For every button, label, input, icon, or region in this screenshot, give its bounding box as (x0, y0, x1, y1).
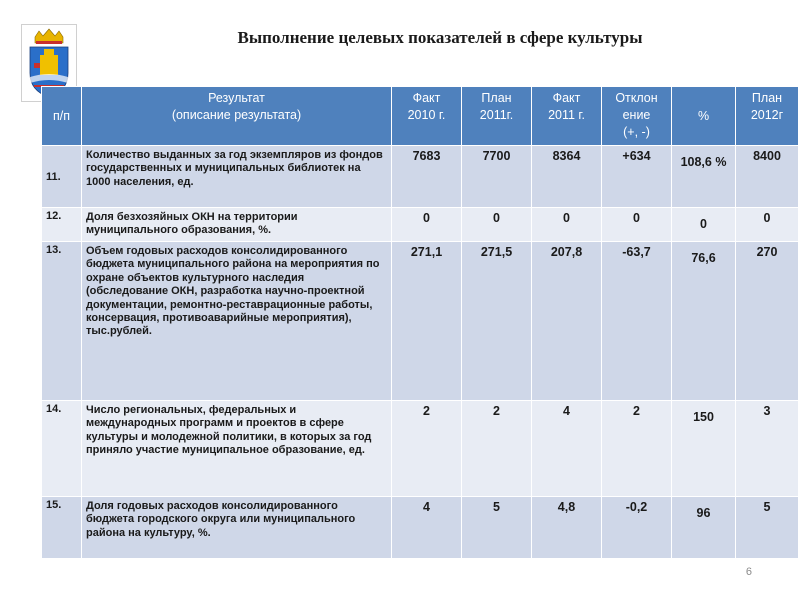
header-deviation: Отклон ение (+, -) (602, 87, 672, 146)
header-percent: % (672, 87, 736, 146)
cell-plan2011: 271,5 (462, 242, 532, 401)
cell-fact2010: 271,1 (392, 242, 462, 401)
cell-deviation: 0 (602, 208, 672, 242)
row-description: Количество выданных за год экземпляров из фондов государственных и муниципальных библиотек на 1000 населения, ед. (82, 146, 392, 208)
cell-fact2010: 7683 (392, 146, 462, 208)
cell-fact2011: 4 (532, 401, 602, 497)
cell-deviation: +634 (602, 146, 672, 208)
row-description: Число региональных, федеральных и международных программ и проектов в сфере культуры и молодежной политики, в которых за год приняло участие муниципальное образование, ед. (82, 401, 392, 497)
table-row (42, 242, 799, 401)
row-number: 15. (42, 497, 82, 559)
cell-plan2012: 8400 (736, 146, 799, 208)
cell-fact2010: 0 (392, 208, 462, 242)
cell-plan2012: 3 (736, 401, 799, 497)
cell-percent: 0 (672, 208, 736, 242)
header-plan2012: План 2012г (736, 87, 799, 146)
cell-deviation: -0,2 (602, 497, 672, 559)
header-fact2011: Факт 2011 г. (532, 87, 602, 146)
table-header-row (42, 87, 799, 146)
header-num: п/п (42, 87, 82, 146)
slide-title: Выполнение целевых показателей в сфере культуры (237, 28, 643, 47)
indicators-table (41, 86, 799, 559)
table-row (42, 146, 799, 208)
row-description: Объем годовых расходов консолидированного бюджета муниципального района на мероприятия по охране объектов культурного наследия (обследование ОКН, разработка научно-проектной документации, ремонтно-реставрационные работы, консервация, противоаварийные мероприятия), тыс.рублей. (82, 242, 392, 401)
cell-plan2012: 270 (736, 242, 799, 401)
table-row (42, 497, 799, 559)
cell-plan2011: 5 (462, 497, 532, 559)
cell-fact2011: 4,8 (532, 497, 602, 559)
row-number: 12. (42, 208, 82, 242)
cell-fact2010: 4 (392, 497, 462, 559)
cell-plan2011: 2 (462, 401, 532, 497)
cell-fact2011: 8364 (532, 146, 602, 208)
header-plan2011: План 2011г. (462, 87, 532, 146)
cell-percent: 96 (672, 497, 736, 559)
cell-percent: 108,6 % (672, 146, 736, 208)
row-number: 13. (42, 242, 82, 401)
cell-plan2012: 5 (736, 497, 799, 559)
cell-percent: 76,6 (672, 242, 736, 401)
row-description: Доля годовых расходов консолидированного бюджета городского округа или муниципального района на культуру, %. (82, 497, 392, 559)
header-fact2010: Факт 2010 г. (392, 87, 462, 146)
table-row (42, 208, 799, 242)
cell-fact2010: 2 (392, 401, 462, 497)
page-number: 6 (745, 566, 752, 578)
row-number: 11. (42, 146, 82, 208)
cell-plan2011: 7700 (462, 146, 532, 208)
table-row (42, 401, 799, 497)
cell-fact2011: 0 (532, 208, 602, 242)
cell-deviation: -63,7 (602, 242, 672, 401)
cell-deviation: 2 (602, 401, 672, 497)
cell-fact2011: 207,8 (532, 242, 602, 401)
cell-plan2012: 0 (736, 208, 799, 242)
row-description: Доля безхозяйных ОКН на территории муниципального образования, %. (82, 208, 392, 242)
cell-plan2011: 0 (462, 208, 532, 242)
row-number: 14. (42, 401, 82, 497)
header-result: Результат (описание результата) (82, 87, 392, 146)
cell-percent: 150 (672, 401, 736, 497)
